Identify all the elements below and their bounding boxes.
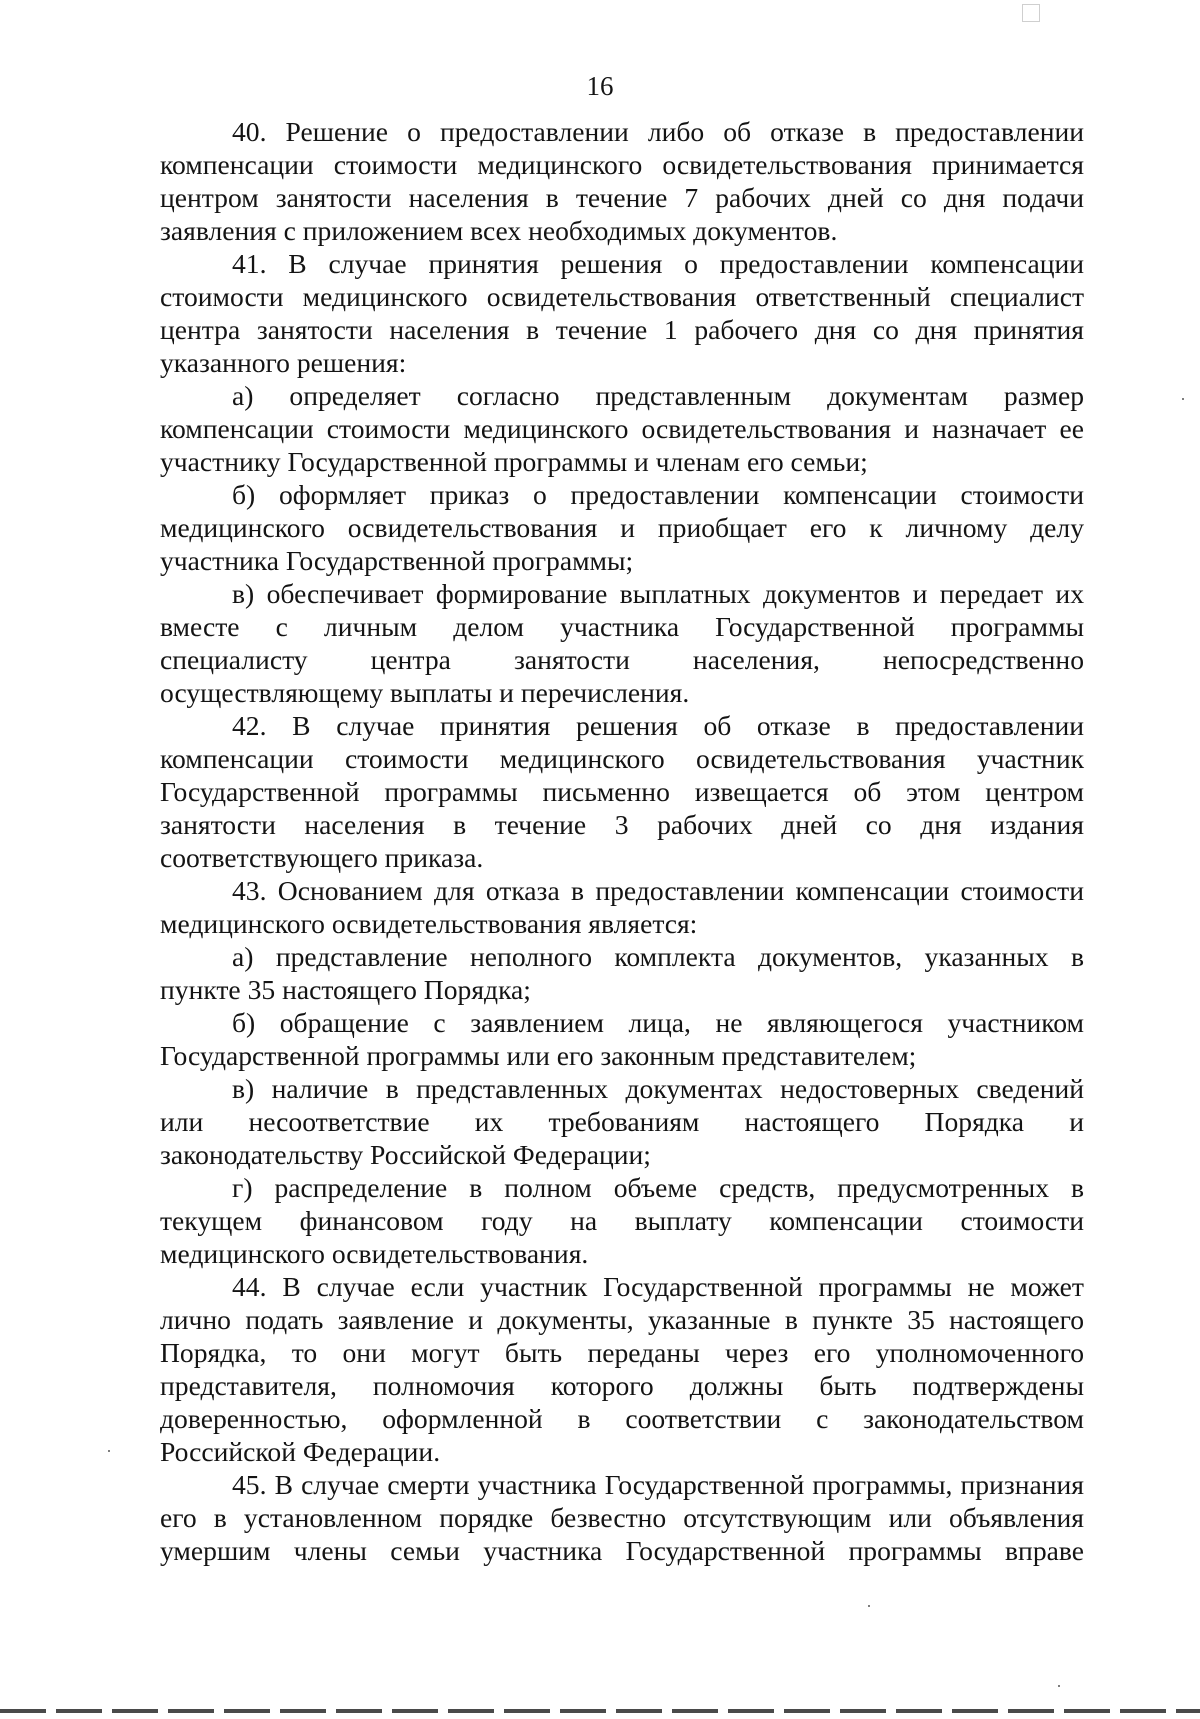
- scan-speck: [1182, 398, 1184, 400]
- text-line: доверенностью, оформленной в соответствии с законодательством: [160, 1403, 1084, 1434]
- text-line: 43. Основанием для отказа в предоставлении компенсации стоимости: [232, 875, 1084, 906]
- text-line: центром занятости населения в течение 7 рабочих дней со дня подачи: [160, 182, 1084, 213]
- text-line: центра занятости населения в течение 1 рабочего дня со дня принятия: [160, 314, 1084, 345]
- text-line: указанного решения:: [160, 347, 407, 378]
- text-line: 45. В случае смерти участника Государственной программы, признания: [232, 1469, 1084, 1500]
- text-line: занятости населения в течение 3 рабочих дней со дня издания: [160, 809, 1084, 840]
- text-line: текущем финансовом году на выплату компенсации стоимости: [160, 1205, 1084, 1236]
- text-line: 40. Решение о предоставлении либо об отказе в предоставлении: [232, 116, 1084, 147]
- text-line: медицинского освидетельствования.: [160, 1238, 589, 1269]
- text-line: его в установленном порядке безвестно отсутствующим или объявления: [160, 1502, 1084, 1533]
- text-line: б) оформляет приказ о предоставлении компенсации стоимости: [232, 479, 1084, 510]
- text-line: пункте 35 настоящего Порядка;: [160, 974, 531, 1005]
- text-line: Порядка, то они могут быть переданы через его уполномоченного: [160, 1337, 1084, 1368]
- text-line: стоимости медицинского освидетельствования ответственный специалист: [160, 281, 1084, 312]
- text-line: Российской Федерации.: [160, 1436, 441, 1467]
- text-line: б) обращение с заявлением лица, не являющегося участником: [232, 1007, 1084, 1038]
- text-line: компенсации стоимости медицинского освидетельствования участник: [160, 743, 1084, 774]
- text-line: Государственной программы или его законным представителем;: [160, 1040, 917, 1071]
- text-line: представителя, полномочия которого должны быть подтверждены: [160, 1370, 1084, 1401]
- text-line: участника Государственной программы;: [160, 545, 634, 576]
- text-line: а) представление неполного комплекта документов, указанных в: [232, 941, 1084, 972]
- text-line: или несоответствие их требованиям настоящего Порядка и: [160, 1106, 1084, 1137]
- text-line: осуществляющему выплаты и перечисления.: [160, 677, 690, 708]
- scan-speck: [108, 1450, 110, 1452]
- text-line: а) определяет согласно представленным документам размер: [232, 380, 1084, 411]
- page-number: 16: [586, 71, 614, 101]
- document-body: [160, 115, 1084, 1567]
- text-line: заявления с приложением всех необходимых документов.: [160, 215, 838, 246]
- text-line: вместе с личным делом участника Государственной программы: [160, 611, 1084, 642]
- scan-bottom-edge: [0, 1709, 1200, 1713]
- text-line: компенсации стоимости медицинского освидетельствования и назначает ее: [160, 413, 1084, 444]
- text-line: компенсации стоимости медицинского освидетельствования принимается: [160, 149, 1084, 180]
- text-line: 42. В случае принятия решения об отказе в предоставлении: [232, 710, 1084, 741]
- text-line: 41. В случае принятия решения о предоставлении компенсации: [232, 248, 1084, 279]
- text-line: Государственной программы письменно извещается об этом центром: [160, 776, 1084, 807]
- scan-corner-mark: [1022, 4, 1040, 22]
- text-line: специалисту центра занятости населения, непосредственно: [160, 644, 1084, 675]
- text-line: медицинского освидетельствования является:: [160, 908, 698, 939]
- text-line: 44. В случае если участник Государственной программы не может: [232, 1271, 1084, 1302]
- scan-speck: [1058, 1685, 1060, 1687]
- text-line: в) обеспечивает формирование выплатных документов и передает их: [232, 578, 1084, 609]
- text-line: законодательству Российской Федерации;: [160, 1139, 651, 1170]
- text-line: лично подать заявление и документы, указанные в пункте 35 настоящего: [160, 1304, 1084, 1335]
- text-line: г) распределение в полном объеме средств, предусмотренных в: [232, 1172, 1084, 1203]
- text-line: соответствующего приказа.: [160, 842, 484, 873]
- text-line: медицинского освидетельствования и приобщает его к личному делу: [160, 512, 1084, 543]
- text-line: в) наличие в представленных документах недостоверных сведений: [232, 1073, 1084, 1104]
- text-line: участнику Государственной программы и членам его семьи;: [160, 446, 868, 477]
- text-line: умершим члены семьи участника Государственной программы вправе: [160, 1535, 1084, 1566]
- scan-speck: [868, 1605, 870, 1607]
